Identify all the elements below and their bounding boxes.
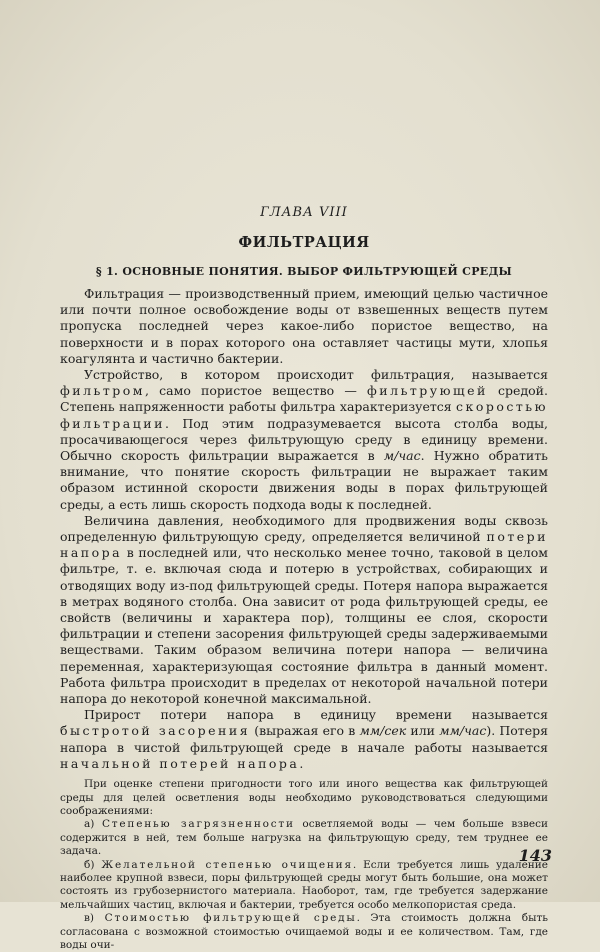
term-initial-head-loss: начальной потерей напора: [60, 755, 300, 771]
chapter-title: ФИЛЬТРАЦИЯ: [238, 234, 370, 251]
term-filter: фильтром: [60, 383, 146, 399]
paragraph-filter-speed: Устройство, в котором происходит фильтрация, называется фильтром, само пористое вещество — фильтрующей средой. Степень напряженности работы фильтра характеризуется скоростью фильтрации. Под этим подразумевается высота столба воды, просачивающегося через фильтрующую среду в единицу времени. Обычно скорость фильтрации выражается в м/час. Нужно обратить внимание, что понятие скорость фильтрации не выражает таким образом истинной скорости движения воды в порах фильтрующей среды, а есть лишь скорость подхода воды к последней.: [60, 367, 548, 512]
paragraph-filtration-definition: Фильтрация — производственный прием, имеющий целью частичное или почти полное освобождение воды от взвешенных веществ путем пропуска последней через какое-либо пористое вещество, на поверхности и в порах которого она оставляет частицы мути, хлопья коагулянта и частично бактерии.: [60, 286, 548, 366]
term-filtration-speed: скоростью фильтрации: [60, 399, 548, 431]
small-intro: При оценке степени пригодности того или иного вещества как фильтрующей среды для целей осветления воды необходимо руководствоваться следующими соображениями:: [60, 778, 548, 817]
small-item-c: в) Стоимостью фильтрующей среды. Эта стоимость должна быть согласована с возможной стоимостью очищаемой воды и ее количеством. Там, где воды очи-: [60, 912, 548, 951]
chapter-heading: ГЛАВА VIII: [260, 205, 348, 220]
paragraph-clogging-rate: Прирост потери напора в единицу времени называется быстротой засорения (выражая его в мм/сек или мм/час). Потеря напора в чистой фильтрующей среде в начале работы называется начальной потерей напора.: [60, 707, 548, 771]
term-clogging-rate: быстротой засорения: [60, 723, 251, 739]
term-filtering: фильтрующей: [367, 383, 488, 399]
small-print-section: [60, 778, 548, 952]
term-head-loss: потери напора: [60, 529, 548, 561]
unit-mm-per-hour: мм/час: [439, 723, 487, 739]
paragraph-head-loss: Величина давления, необходимого для продвижения воды сквозь определенную фильтрующую среду, определяется величиной потери напора в последней или, что несколько менее точно, таковой в целом фильтре, т. е. включая сюда и потерю в устройствах, собирающих и отводящих воду из-под фильтрующей среды. Потеря напора выражается в метрах водяного столба. Она зависит от рода фильтрующей среды, ее свойств (величины и характера пор), толщины ее слоя, скорости фильтрации и степени засорения фильтрующей среды задерживаемыми веществами. Таким образом величина потери напора — величина переменная, характеризующая состояние фильтра в данный момент. Работа фильтра происходит в пределах от некоторой начальной потери напора до некоторой конечной максимальной.: [60, 512, 548, 707]
unit-m-per-hour: м/час: [383, 448, 421, 464]
small-item-b: б) Желательной степенью очищения. Если требуется лишь удаление наиболее крупной взвеси, поры фильтрующей среды могут быть большие, она может состоять из грубозернистого материала. Наоборот, там, где требуется задержание мельчайших частиц, включая и бактерии, требуется особо мелкопористая среда.: [60, 858, 548, 911]
main-text: [60, 286, 548, 772]
page-number: 143: [518, 846, 552, 865]
section-heading: § 1. ОСНОВНЫЕ ПОНЯТИЯ. ВЫБОР ФИЛЬТРУЮЩЕЙ СРЕДЫ: [95, 265, 513, 278]
small-item-a: а) Степенью загрязненности осветляемой воды — чем больше взвеси содержится в ней, тем больше нагрузка на фильтрующую среду, тем труднее ее задача.: [60, 818, 548, 858]
unit-mm-per-sec: мм/сек: [359, 723, 407, 739]
